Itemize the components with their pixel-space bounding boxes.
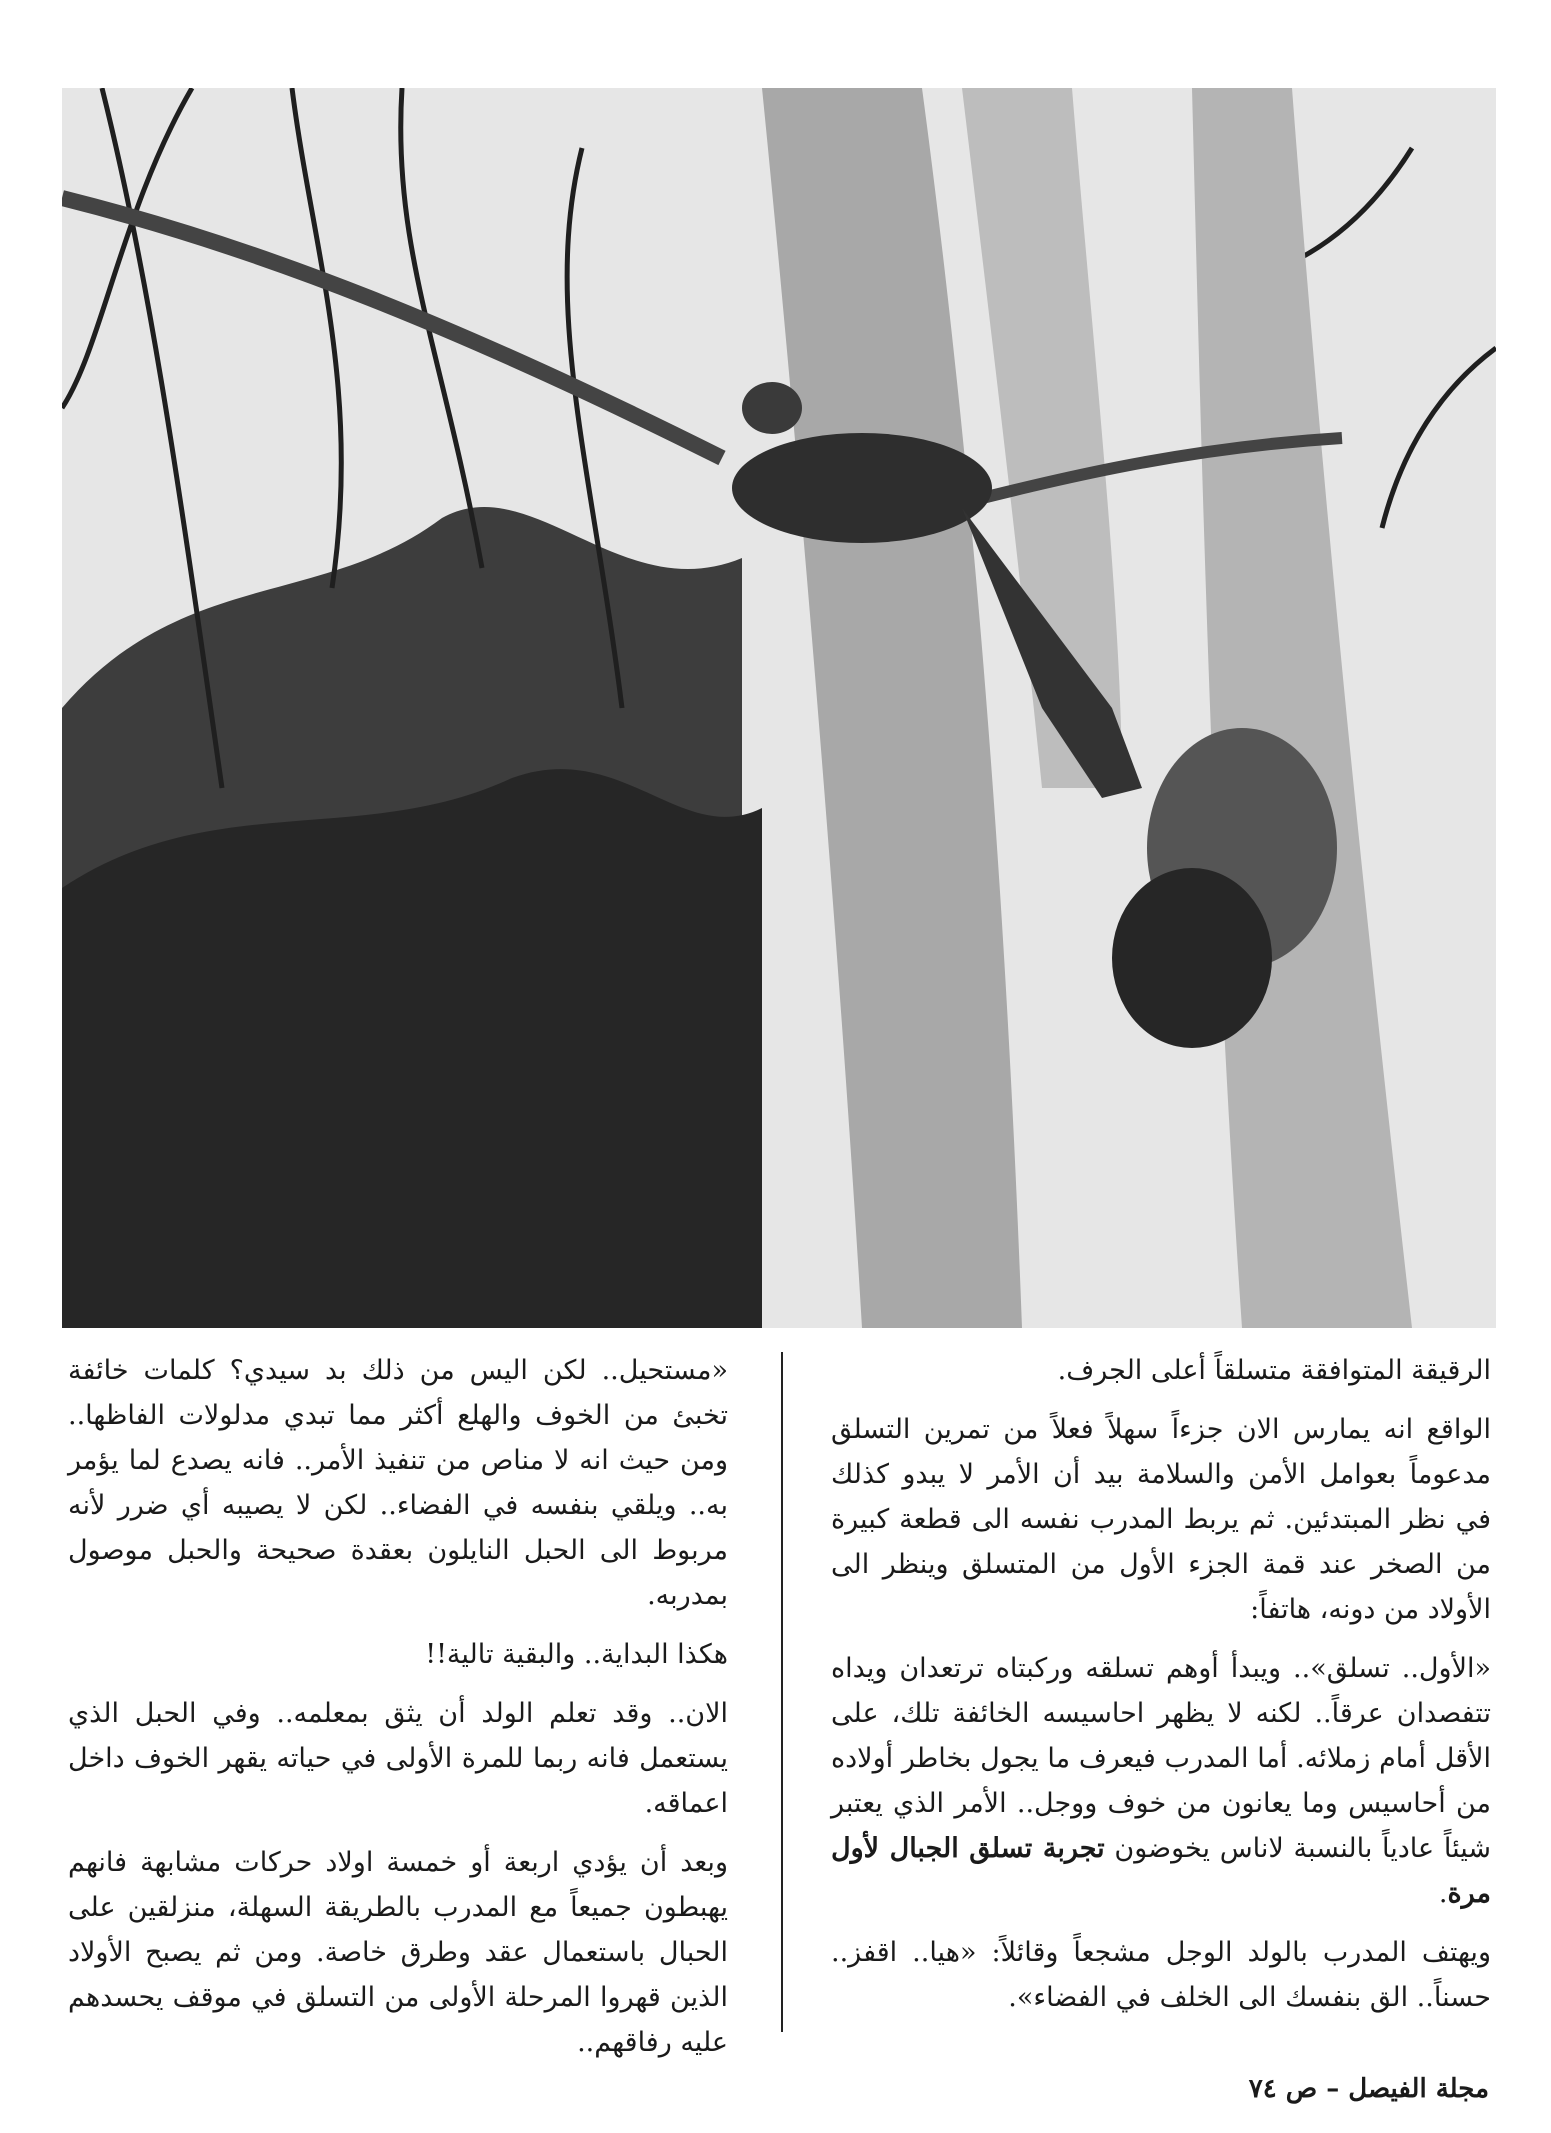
page-footer: مجلة الفيصل – ص ٧٤ xyxy=(1248,2074,1489,2104)
paragraph: هكذا البداية.. والبقية تالية!! xyxy=(425,1639,728,1670)
paragraph: وبعد أن يؤدي اربعة أو خمسة اولاد حركات مشابهة فانهم يهبطون جميعاً مع المدرب بالطريقة السهلة، منزلقين على الحبال باستعمال عقد وطرق خاصة. ومن ثم يصبح الأولاد الذين قهروا المرحلة الأولى من التسلق في موقف يحسدهم عليه رفاقهم.. xyxy=(68,1847,728,2058)
paragraph: الان.. وقد تعلم الولد أن يثق بمعلمه.. وفي الحبل الذي يستعمل فانه ربما للمرة الأولى في حياته يقهر الخوف داخل اعماقه. xyxy=(68,1698,728,1819)
paragraph: الواقع انه يمارس الان جزءاً سهلاً فعلاً من تمرين التسلق مدعوماً بعوامل الأمن والسلامة بيد أن الأمر لا يبدو كذلك في نظر المبتدئين. ثم يربط المدرب نفسه الى قطعة كبيرة من الصخر عند قمة الجزء الأول من المتسلق وينظر الى الأولاد من دونه، هاتفاً: xyxy=(831,1414,1491,1625)
paragraph: «مستحيل.. لكن اليس من ذلك بد سيدي؟ كلمات خائفة تخبئ من الخوف والهلع أكثر مما تبدي مدلولات الفاظها.. ومن حيث انه لا مناص من تنفيذ الأمر.. فانه يصدع لما يؤمر به.. ويلقي بنفسه في الفضاء.. لكن لا يصيبه أي ضرر لأنه مربوط الى الحبل النايلون بعقدة صحيحة والحبل موصول بمدربه. xyxy=(68,1355,728,1611)
climbing-photo xyxy=(62,88,1496,1328)
paragraph-end: . xyxy=(1438,1878,1448,1909)
paragraph: ويهتف المدرب بالولد الوجل مشجعاً وقائلاً: «هيا.. اقفز.. حسناً.. الق بنفسك الى الخلف في الفضاء». xyxy=(831,1937,1491,2013)
climbing-photo-icon xyxy=(62,88,1496,1328)
column-divider xyxy=(781,1352,783,2032)
paragraph-text: «الأول.. تسلق».. ويبدأ أوهم تسلقه وركبتاه ترتعدان ويداه تتفصدان عرقاً.. لكنه لا يظهر احاسيسه الخائفة تلك، على الأقل أمام زملائه. أما المدرب فيعرف ما يجول بخاطر أولاده من أحاسيس وما يعانون من خوف ووجل.. الأمر الذي يعتبر شيئاً عادياً بالنسبة لاناس يخوضون xyxy=(831,1653,1491,1864)
article-column-right xyxy=(831,1348,1491,2034)
article-column-left xyxy=(68,1348,728,2079)
paragraph xyxy=(831,1646,1491,1916)
paragraph: الرقيقة المتوافقة متسلقاً أعلى الجرف. xyxy=(1057,1355,1491,1386)
bold-phrase: تجربة تسلق الجبال لأول مرة xyxy=(831,1833,1491,1909)
